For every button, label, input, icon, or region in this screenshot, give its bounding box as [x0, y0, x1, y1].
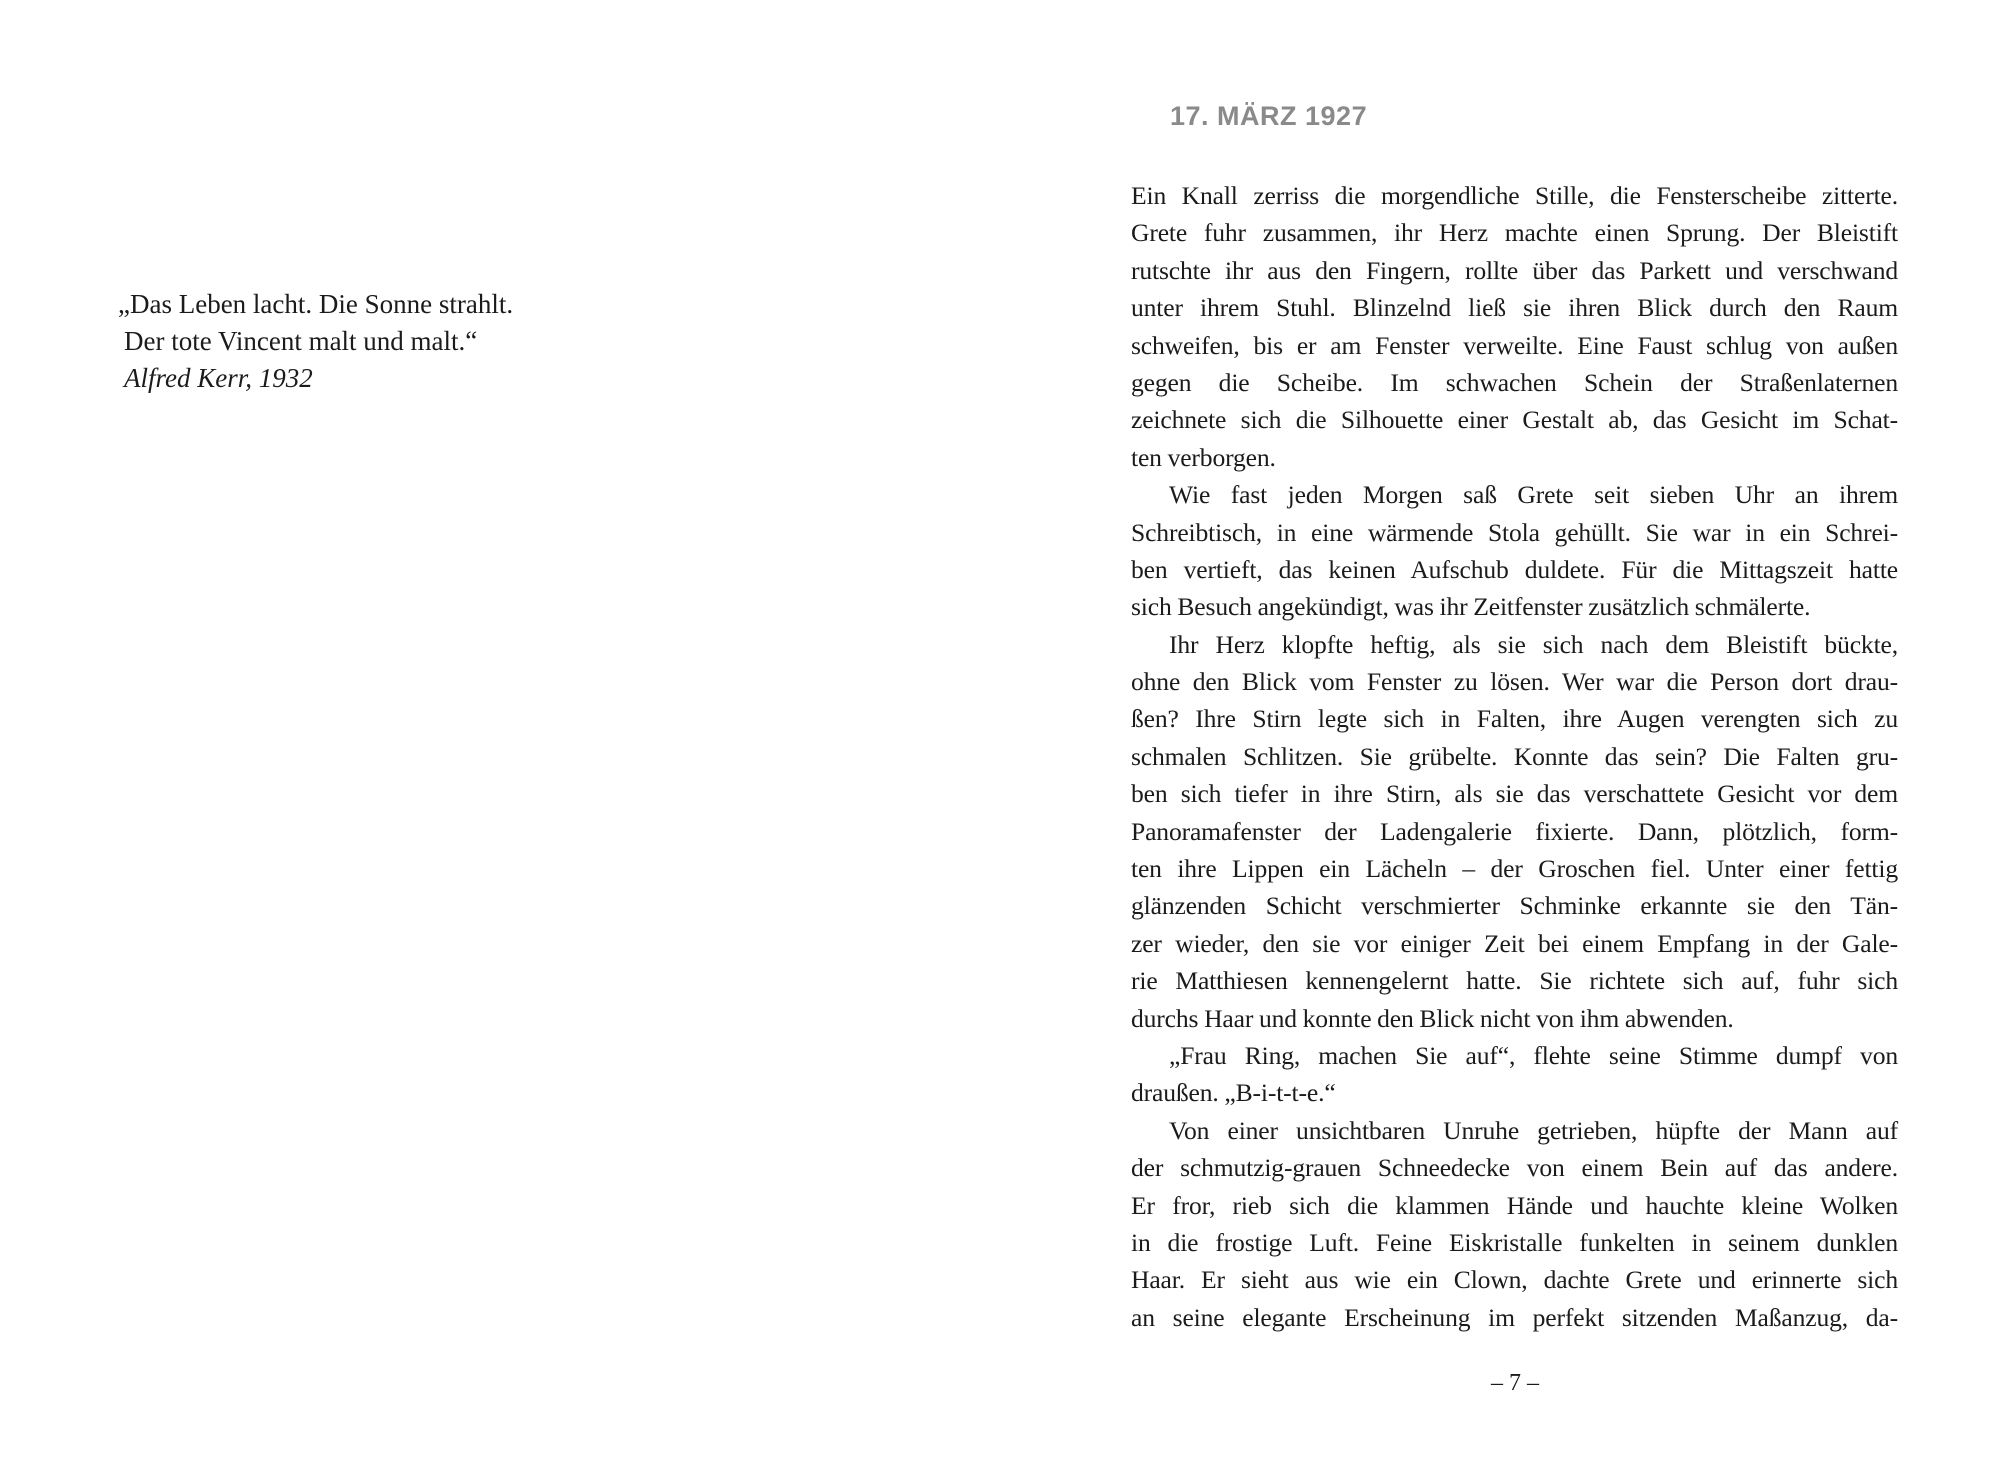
text-line: Von einer unsichtbaren Unruhe getrieben, hüpfte der Mann auf	[1169, 1115, 1898, 1145]
text-line: Grete fuhr zusammen, ihr Herz machte einen Sprung. Der Bleistift	[1131, 218, 1898, 248]
text-line: glänzenden Schicht verschmierter Schminke erkannte sie den Tän-	[1131, 891, 1898, 921]
text-line: zer wieder, den sie vor einiger Zeit bei einem Empfang in der Gale-	[1131, 928, 1898, 958]
text-line: „Frau Ring, machen Sie auf“, flehte seine Stimme dumpf von	[1169, 1040, 1898, 1070]
text-line: ohne den Blick vom Fenster zu lösen. Wer war die Person dort drau-	[1131, 667, 1898, 697]
body-text	[1131, 177, 1898, 1336]
text-line: ßen? Ihre Stirn legte sich in Falten, ihre Augen verengten sich zu	[1131, 704, 1898, 734]
text-line: Er fror, rieb sich die klammen Hände und hauchte kleine Wolken	[1131, 1190, 1898, 1220]
text-line: rie Matthiesen kennengelernt hatte. Sie richtete sich auf, fuhr sich	[1131, 966, 1898, 996]
right-page	[1000, 0, 2000, 1461]
text-line: in die frostige Luft. Feine Eiskristalle funkelten in seinem dunklen	[1131, 1227, 1898, 1257]
text-line: durchs Haar und konnte den Blick nicht von ihm abwenden.	[1131, 1003, 1734, 1033]
text-line: gegen die Scheibe. Im schwachen Schein der Straßenlaternen	[1131, 367, 1898, 397]
text-line: schmalen Schlitzen. Sie grübelte. Konnte das sein? Die Falten gru-	[1131, 741, 1898, 771]
text-line: Haar. Er sieht aus wie ein Clown, dachte Grete und erinnerte sich	[1131, 1265, 1898, 1295]
text-line: ben vertieft, das keinen Aufschub duldete. Für die Mittagszeit hatte	[1131, 554, 1898, 584]
text-line: Wie fast jeden Morgen saß Grete seit sieben Uhr an ihrem	[1169, 480, 1898, 510]
text-line: unter ihrem Stuhl. Blinzelnd ließ sie ihren Blick durch den Raum	[1131, 293, 1898, 323]
text-line: an seine elegante Erscheinung im perfekt sitzenden Maßanzug, da-	[1131, 1302, 1898, 1332]
page-number: – 7 –	[1491, 1370, 1539, 1396]
epigraph-author: Alfred Kerr, 1932	[124, 363, 313, 393]
text-line: sich Besuch angekündigt, was ihr Zeitfenster zusätzlich schmälerte.	[1131, 592, 1811, 622]
epigraph	[118, 286, 513, 397]
text-line: ten verborgen.	[1131, 442, 1276, 472]
text-line: schweifen, bis er am Fenster verweilte. Eine Faust schlug von außen	[1131, 330, 1898, 360]
chapter-date-heading: 17. MÄRZ 1927	[1170, 101, 1368, 131]
epigraph-line: „Das Leben lacht. Die Sonne strahlt.	[118, 289, 514, 319]
epigraph-line: Der tote Vincent malt und malt.“	[124, 326, 478, 356]
text-line: ben sich tiefer in ihre Stirn, als sie das verschattete Gesicht vor dem	[1131, 779, 1898, 809]
text-line: der schmutzig-grauen Schneedecke von einem Bein auf das andere.	[1131, 1153, 1898, 1183]
text-line: zeichnete sich die Silhouette einer Gestalt ab, das Gesicht im Schat-	[1131, 405, 1898, 435]
text-line: Ein Knall zerriss die morgendliche Stille, die Fensterscheibe zitterte.	[1131, 181, 1898, 210]
text-line: draußen. „B-i-t-t-e.“	[1131, 1078, 1336, 1108]
text-line: rutschte ihr aus den Fingern, rollte über das Parkett und verschwand	[1131, 255, 1898, 285]
text-line: Ihr Herz klopfte heftig, als sie sich nach dem Bleistift bückte,	[1169, 629, 1898, 659]
text-line: Schreibtisch, in eine wärmende Stola gehüllt. Sie war in ein Schrei-	[1131, 517, 1898, 547]
text-line: ten ihre Lippen ein Lächeln – der Groschen fiel. Unter einer fettig	[1131, 854, 1898, 884]
text-line: Panoramafenster der Ladengalerie fixierte. Dann, plötzlich, form-	[1131, 816, 1898, 846]
